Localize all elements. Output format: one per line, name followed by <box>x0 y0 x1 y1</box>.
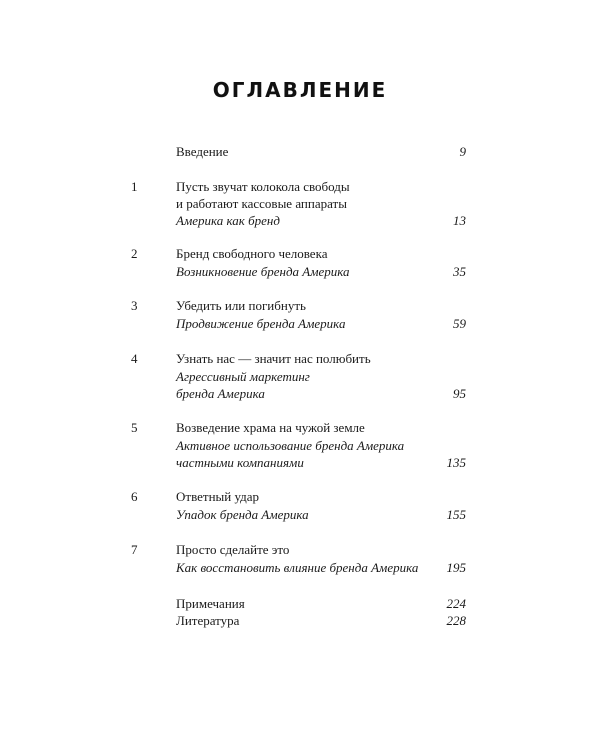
entry-subtitle: Упадок бренда Америка <box>176 507 309 522</box>
page-number: 155 <box>446 507 466 522</box>
entry-title: Убедить или погибнуть <box>176 298 306 313</box>
chapter-number: 6 <box>131 489 138 504</box>
entry-subtitle: Продвижение бренда Америка <box>176 316 346 331</box>
entry-title: Бренд свободного человека <box>176 246 328 261</box>
entry-title: Возведение храма на чужой земле <box>176 420 365 435</box>
page-number: 59 <box>453 316 466 331</box>
page-number: 13 <box>453 213 466 228</box>
chapter-number: 5 <box>131 420 138 435</box>
entry-subtitle-line-2: частными компаниями <box>176 455 304 470</box>
page-number: 135 <box>446 455 466 470</box>
chapter-number: 4 <box>131 351 138 366</box>
page-number: 95 <box>453 386 466 401</box>
entry-title: Просто сделайте это <box>176 542 290 557</box>
page-number: 35 <box>453 264 466 279</box>
entry-title: Примечания <box>176 596 245 611</box>
chapter-number: 7 <box>131 542 138 557</box>
entry-title-line-2: и работают кассовые аппараты <box>176 196 347 211</box>
entry-subtitle: Как восстановить влияние бренда Америка <box>176 560 419 575</box>
page-number: 228 <box>446 613 466 628</box>
entry-title: Введение <box>176 144 229 159</box>
page-number: 9 <box>459 144 466 159</box>
entry-title: Литература <box>176 613 240 628</box>
entry-subtitle: Агрессивный маркетинг <box>176 369 310 384</box>
entry-subtitle: Возникновение бренда Америка <box>176 264 350 279</box>
chapter-number: 2 <box>131 246 138 261</box>
chapter-number: 1 <box>131 179 138 194</box>
page-title: ОГЛАВЛЕНИЕ <box>212 78 388 102</box>
entry-title: Узнать нас — значит нас полюбить <box>176 351 371 366</box>
entry-title: Ответный удар <box>176 489 260 504</box>
entry-subtitle-line-2: бренда Америка <box>176 386 265 401</box>
entry-title: Пусть звучат колокола свободы <box>176 179 350 194</box>
entry-subtitle: Америка как бренд <box>176 213 280 228</box>
chapter-number: 3 <box>131 298 138 313</box>
page-number: 224 <box>446 596 466 611</box>
entry-subtitle: Активное использование бренда Америка <box>176 438 405 453</box>
page-number: 195 <box>446 560 466 575</box>
